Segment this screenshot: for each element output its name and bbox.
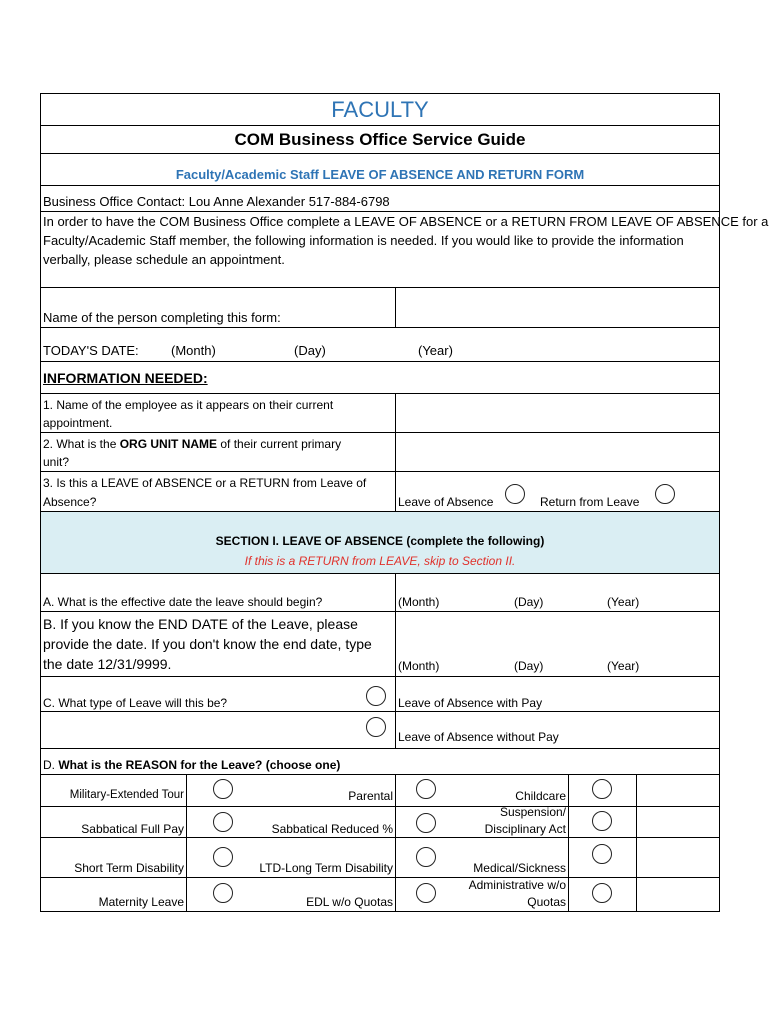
leave-with-pay-radio[interactable] [366, 686, 386, 706]
reason-edl-radio[interactable] [416, 883, 436, 903]
contact-text: Business Office Contact: Lou Anne Alexander 517-884-6798 [43, 194, 390, 209]
question-b-row [41, 612, 719, 677]
return-from-leave-radio[interactable] [655, 484, 675, 504]
question-b-line-3: the date 12/31/9999. [43, 656, 172, 672]
question-d-label [43, 758, 340, 772]
section-1-row [41, 512, 719, 574]
date-month[interactable]: (Month) [171, 343, 216, 358]
org-unit-input[interactable] [397, 433, 717, 471]
reasons-row-4 [41, 878, 719, 911]
question-2-pre: 2. What is the [43, 437, 120, 451]
leave-with-pay-label: Leave of Absence with Pay [398, 696, 543, 710]
question-b-day[interactable]: (Day) [514, 659, 544, 673]
question-a-year[interactable]: (Year) [607, 595, 640, 609]
reason-childcare-label: Childcare [515, 789, 566, 803]
title-row [41, 94, 719, 126]
reason-suspension-line-1: Suspension/ [499, 805, 566, 819]
question-d-row [41, 749, 719, 775]
reasons-row-1 [41, 775, 719, 807]
question-d-prefix: D. [43, 758, 59, 772]
reason-sabbatical-reduced-radio[interactable] [416, 813, 436, 833]
reasons-row-3 [41, 838, 719, 878]
reason-admin-line-1: Administrative w/o [468, 878, 566, 892]
question-a-day[interactable]: (Day) [514, 595, 544, 609]
leave-without-pay-radio[interactable] [366, 717, 386, 737]
question-a-row [41, 574, 719, 612]
leave-of-absence-radio[interactable] [505, 484, 525, 504]
question-2-post: of their current primary [217, 437, 342, 451]
section-1-title: SECTION I. LEAVE OF ABSENCE (complete the following) [215, 534, 545, 548]
question-c-row-2 [41, 712, 719, 749]
reason-childcare-radio[interactable] [592, 779, 612, 799]
option-return-from-leave-label: Return from Leave [540, 495, 640, 509]
question-b-year[interactable]: (Year) [607, 659, 640, 673]
leave-without-pay-label: Leave of Absence without Pay [398, 730, 559, 744]
date-year[interactable]: (Year) [418, 343, 453, 358]
question-2-row [41, 433, 719, 472]
reason-medical-label: Medical/Sickness [473, 861, 566, 875]
question-c-row-1 [41, 677, 719, 712]
reason-sabbatical-reduced-label: Sabbatical Reduced % [271, 822, 393, 836]
question-a-label: A. What is the effective date the leave should begin? [43, 595, 323, 609]
reason-ltd-radio[interactable] [416, 847, 436, 867]
completer-label: Name of the person completing this form: [43, 310, 281, 325]
date-day[interactable]: (Day) [294, 343, 326, 358]
reason-suspension-radio[interactable] [592, 811, 612, 831]
question-c-label: C. What type of Leave will this be? [43, 696, 228, 710]
reason-sabbatical-full-label: Sabbatical Full Pay [81, 822, 184, 836]
guide-title: COM Business Office Service Guide [234, 130, 526, 149]
question-a-month[interactable]: (Month) [398, 595, 440, 609]
subtitle-row [41, 126, 719, 154]
question-2-line-2: unit? [43, 455, 70, 469]
reason-military-label: Military-Extended Tour [69, 789, 184, 801]
info-needed-row [41, 362, 719, 394]
question-1-line-2: appointment. [43, 416, 113, 430]
leave-form [40, 93, 769, 912]
completer-row [41, 288, 719, 328]
option-leave-of-absence-label: Leave of Absence [398, 495, 494, 509]
reason-parental-label: Parental [348, 789, 393, 803]
question-2-line-1 [43, 437, 341, 451]
intro-line-1: In order to have the COM Business Office complete a LEAVE OF ABSENCE or a RETURN FROM LEAVE OF ABSENCE for a [43, 214, 769, 229]
question-b-month[interactable]: (Month) [398, 659, 440, 673]
reasons-row-2 [41, 807, 719, 838]
reason-admin-radio[interactable] [592, 883, 612, 903]
reason-edl-label: EDL w/o Quotas [306, 895, 393, 909]
question-3-line-2: Absence? [43, 495, 97, 509]
question-1-line-1: 1. Name of the employee as it appears on their current [43, 398, 334, 412]
section-1-note: If this is a RETURN from LEAVE, skip to Section II. [244, 554, 516, 568]
employee-name-input[interactable] [397, 394, 717, 432]
question-3-line-1: 3. Is this a LEAVE of ABSENCE or a RETURN from Leave of [43, 476, 367, 490]
completer-input[interactable] [397, 288, 717, 327]
question-3-row [41, 472, 719, 512]
question-b-line-1: B. If you know the END DATE of the Leave, please [43, 616, 358, 632]
form-name-row [41, 154, 719, 186]
reason-short-term-label: Short Term Disability [74, 861, 184, 875]
question-1-row [41, 394, 719, 433]
date-label: TODAY'S DATE: [43, 343, 139, 358]
intro-row [41, 212, 769, 288]
reason-maternity-label: Maternity Leave [98, 895, 184, 909]
reason-ltd-label: LTD-Long Term Disability [259, 861, 393, 875]
reason-medical-radio[interactable] [592, 844, 612, 864]
date-row[interactable] [41, 328, 719, 362]
question-d-text: What is the REASON for the Leave? (choose one) [58, 758, 341, 772]
question-2-bold: ORG UNIT NAME [119, 437, 218, 451]
info-needed-heading: INFORMATION NEEDED: [43, 370, 208, 386]
intro-line-2: Faculty/Academic Staff member, the following information is needed. If you would like to provide the information [43, 233, 684, 248]
reason-parental-radio[interactable] [416, 779, 436, 799]
reason-suspension-line-2: Disciplinary Act [484, 822, 566, 836]
reason-admin-line-2: Quotas [527, 895, 566, 909]
intro-line-3: verbally, please schedule an appointment. [43, 252, 285, 267]
form-name: Faculty/Academic Staff LEAVE OF ABSENCE AND RETURN FORM [175, 167, 585, 182]
page-title: FACULTY [331, 97, 429, 122]
contact-row [41, 186, 719, 212]
question-b-line-2: provide the date. If you don't know the end date, type [43, 636, 372, 652]
